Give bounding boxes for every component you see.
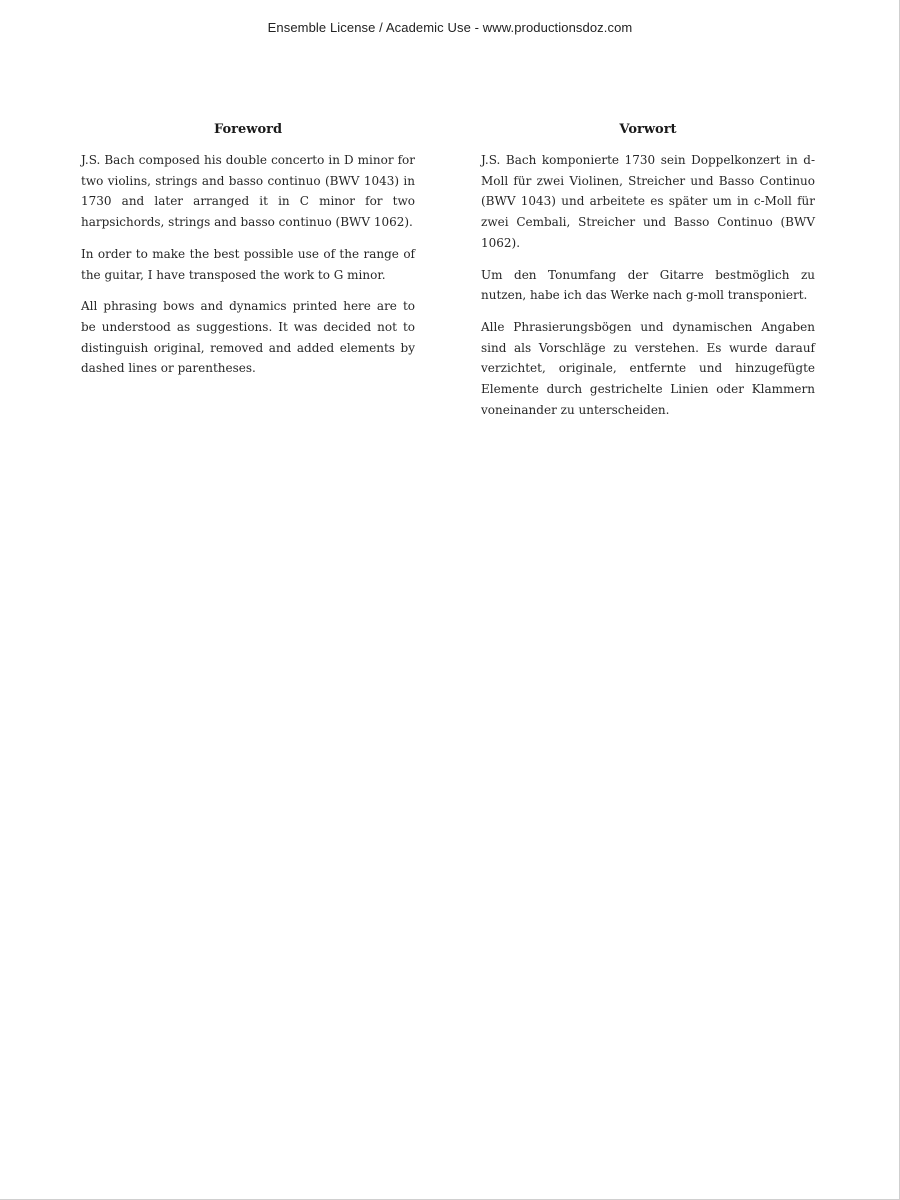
vorwort-paragraph-2: Um den Tonumfang der Gitarre bestmöglich zu nutzen, habe ich das Werke nach g-moll transponiert. [481,267,815,303]
foreword-paragraph-1: J.S. Bach composed his double concerto in D minor for two violins, strings and basso continuo (BWV 1043) in 1730 and later arranged it in C minor for two harpsichords, strings and basso continuo (BWV 1062). [81,153,415,230]
vorwort-title: Vorwort [619,122,677,137]
license-header: Ensemble License / Academic Use - www.productionsdoz.com [267,20,633,35]
vorwort-paragraph-3: Alle Phrasierungsbögen und dynamischen Angaben sind als Vorschläge zu verstehen. Es wurde darauf verzichtet, originale, entfernte und hinzugefügte Elemente durch gestrichelte Linien oder Klammern voneinander zu unterscheiden. [481,319,815,417]
foreword-english [81,120,415,390]
foreword-title: Foreword [213,122,283,137]
vorwort-german [481,120,815,431]
vorwort-paragraph-1: J.S. Bach komponierte 1730 sein Doppelkonzert in d-Moll für zwei Violinen, Streicher und Basso Continuo (BWV 1043) und arbeitete es später um in c-Moll für zwei Cembali, Streicher und Basso Continuo (BWV 1062). [481,153,815,250]
foreword-paragraph-3: All phrasing bows and dynamics printed here are to be understood as suggestions. It was decided not to distinguish original, removed and added elements by dashed lines or parentheses. [81,299,415,376]
foreword-paragraph-2: In order to make the best possible use of the range of the guitar, I have transposed the work to G minor. [81,246,415,282]
